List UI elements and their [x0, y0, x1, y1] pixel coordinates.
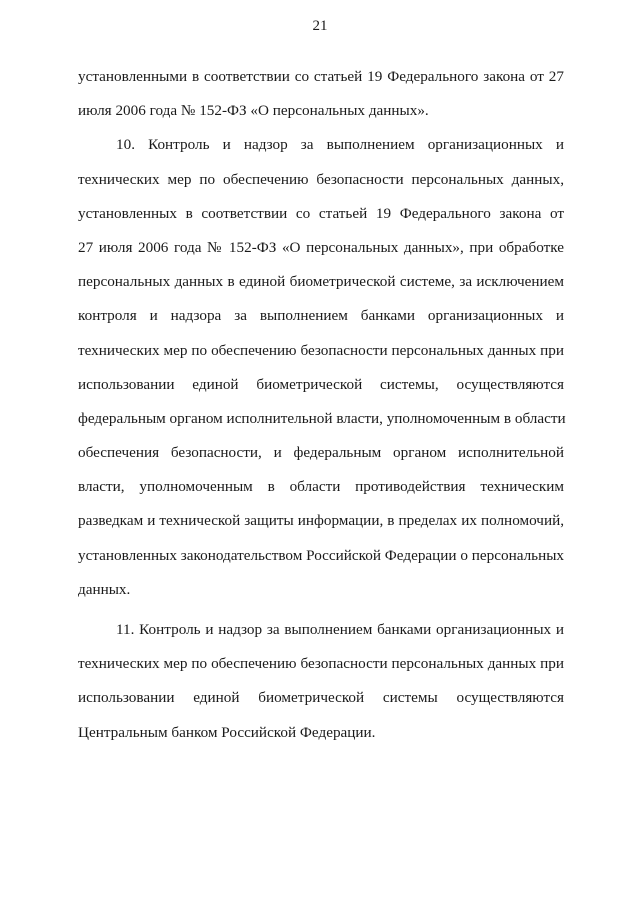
text-line: технических мер по обеспечению безопасности персональных данных при: [78, 341, 564, 359]
text-line: технических мер по обеспечению безопасности персональных данных при: [78, 655, 564, 673]
paragraph-continuation: [78, 67, 564, 135]
text-line: установленных законодательством Российской Федерации о персональных: [78, 546, 564, 564]
text-line: обеспечения безопасности, и федеральным органом исполнительной: [78, 444, 564, 462]
document-body: [78, 67, 564, 614]
text-line: технических мер по обеспечению безопасности персональных данных,: [78, 170, 564, 188]
document-body-continued: [78, 620, 564, 757]
text-line: использовании единой биометрической системы, осуществляются: [78, 375, 564, 393]
text-line: 11. Контроль и надзор за выполнением банками организационных и: [116, 621, 564, 638]
text-line: Центральным банком Российской Федерации.: [78, 723, 376, 741]
text-line: июля 2006 года № 152-ФЗ «О персональных данных».: [78, 102, 429, 120]
text-line: установленными в соответствии со статьей 19 Федерального закона от 27: [78, 68, 564, 85]
text-line: персональных данных в единой биометрической системе, за исключением: [78, 273, 564, 291]
text-line: разведкам и технической защиты информации, в пределах их полномочий,: [78, 512, 564, 530]
paragraph-item-10: [78, 135, 564, 614]
text-line: 10. Контроль и надзор за выполнением организационных и: [116, 136, 564, 154]
text-line: власти, уполномоченным в области противодействия техническим: [78, 478, 564, 496]
text-line: федеральным органом исполнительной власти, уполномоченным в области: [78, 409, 566, 427]
page-number: 21: [312, 18, 328, 34]
text-line: данных.: [78, 580, 131, 598]
paragraph-item-11: [78, 620, 564, 757]
text-line: контроля и надзора за выполнением банками организационных и: [78, 307, 564, 325]
text-line: установленных в соответствии со статьей 19 Федерального закона от: [78, 204, 564, 222]
text-line: 27 июля 2006 года № 152-ФЗ «О персональных данных», при обработке: [78, 238, 564, 256]
text-line: использовании единой биометрической системы осуществляются: [78, 689, 564, 707]
